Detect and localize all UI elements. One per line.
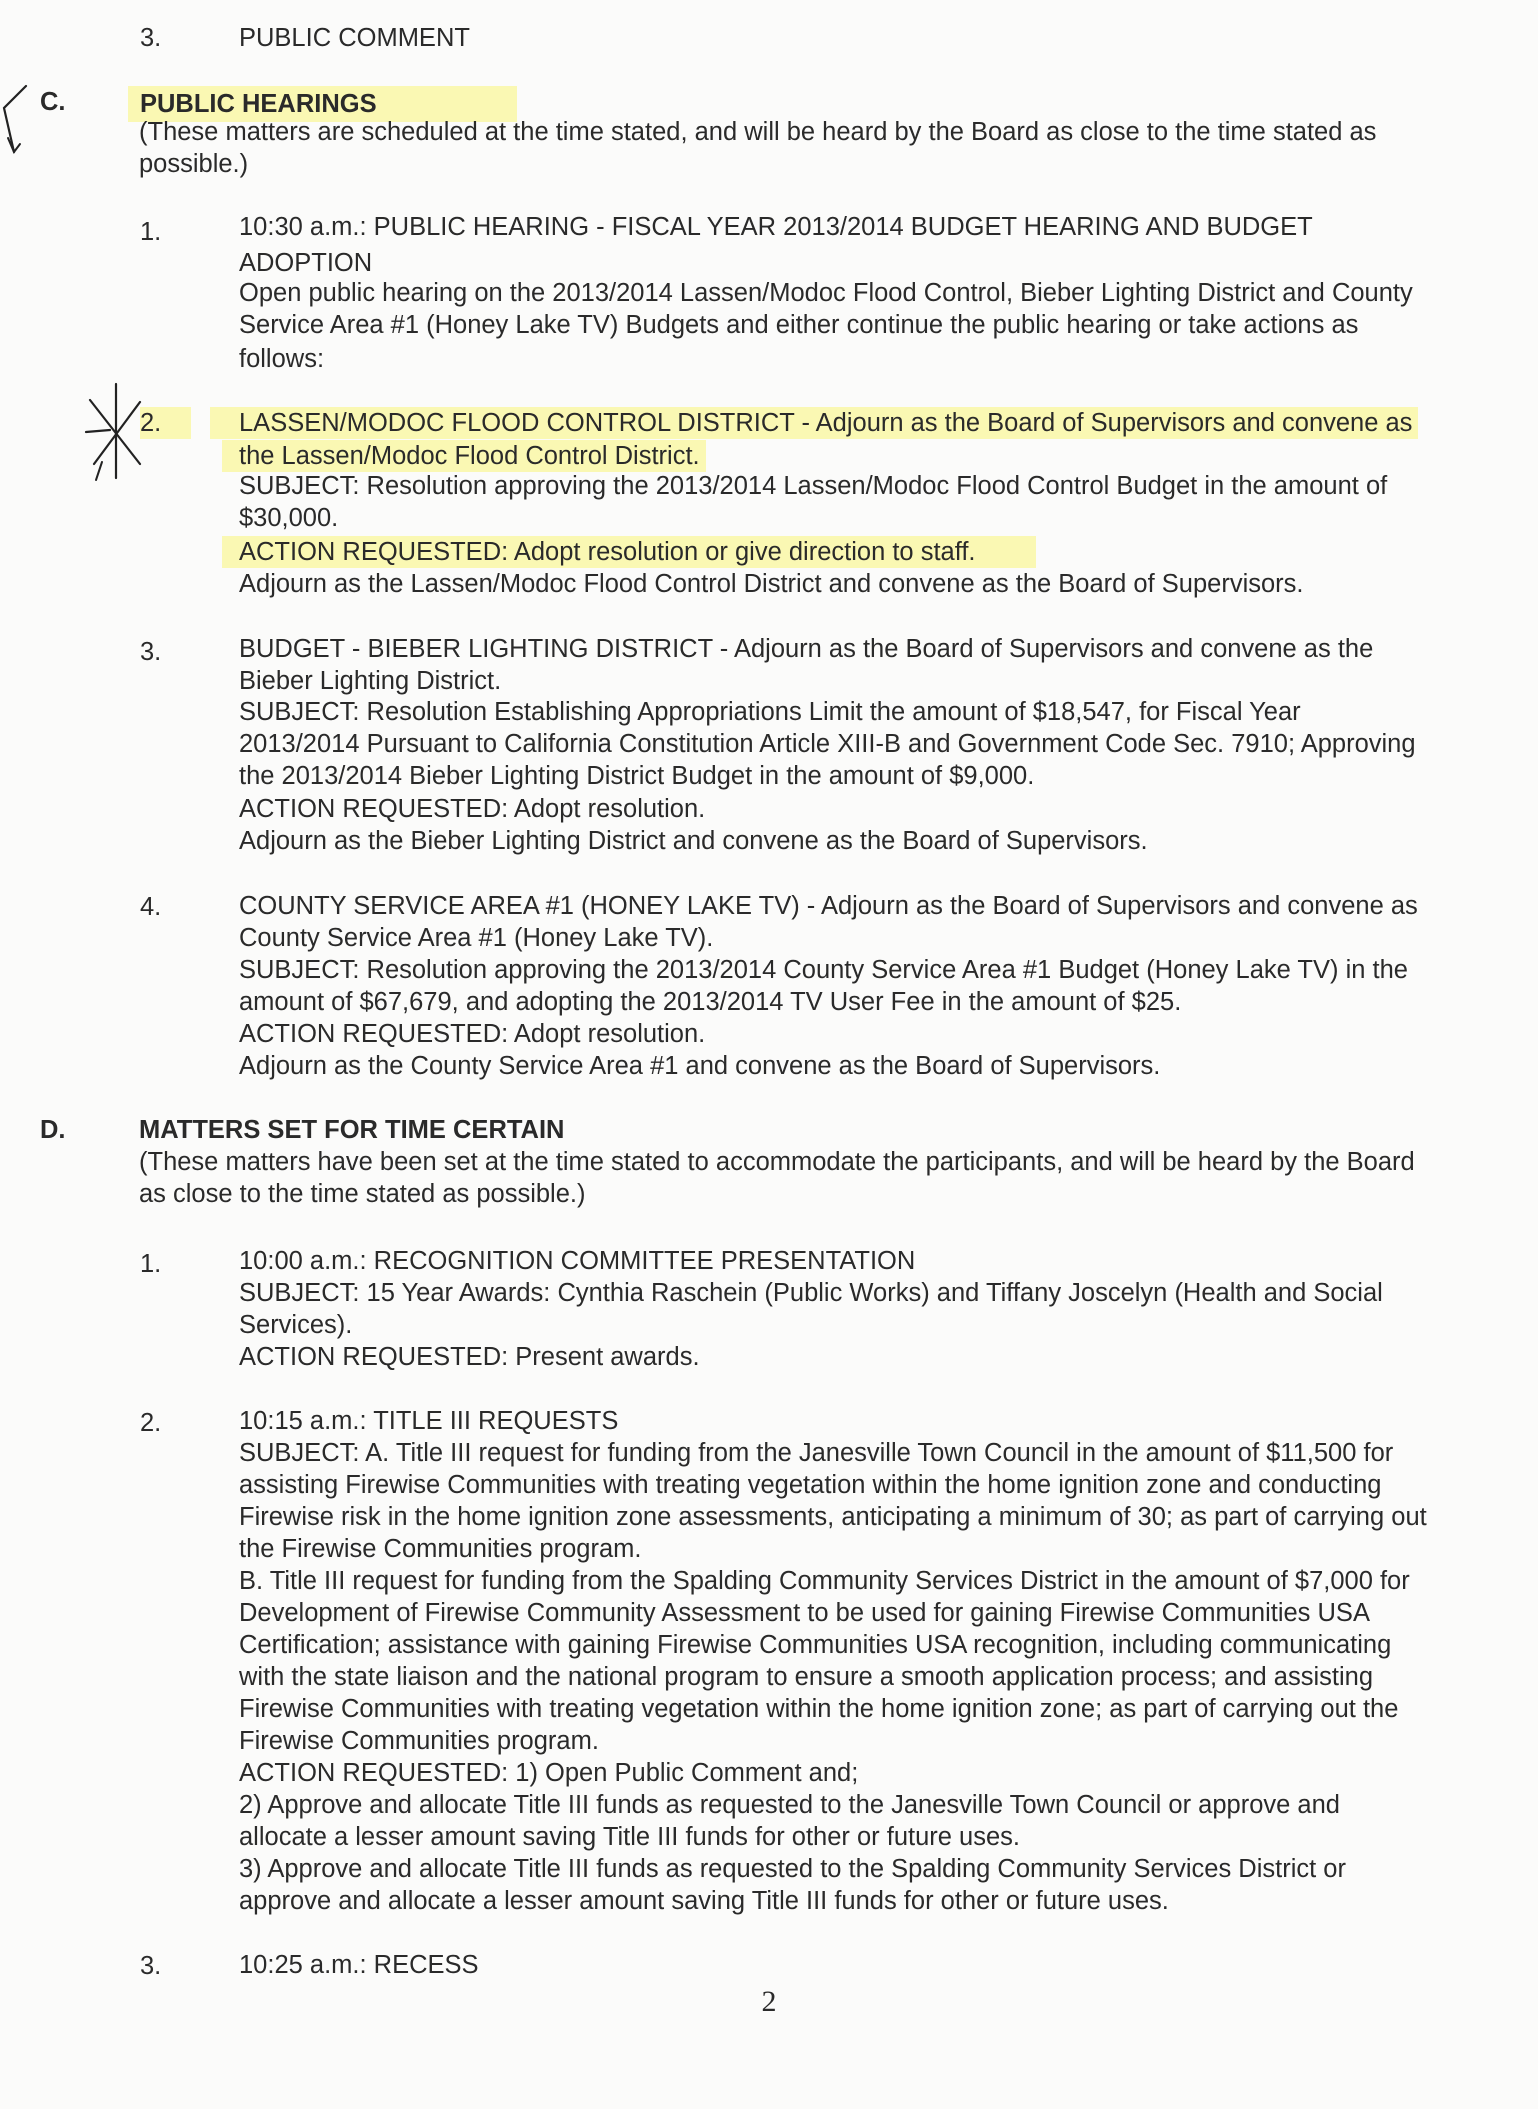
item-line: B. Title III request for funding from the Spalding Community Services District in the amount of $7,000 for	[239, 1567, 1410, 1595]
checkmark-annotation	[0, 82, 40, 162]
item-line: SUBJECT: Resolution approving the 2013/2014 County Service Area #1 Budget (Honey Lake TV) in the	[239, 956, 1408, 984]
item-line: Adjourn as the County Service Area #1 and convene as the Board of Supervisors.	[239, 1052, 1161, 1080]
item-line: COUNTY SERVICE AREA #1 (HONEY LAKE TV) - Adjourn as the Board of Supervisors and convene as	[239, 892, 1418, 920]
item-number: 2.	[140, 407, 191, 439]
section-intro-line: possible.)	[139, 150, 249, 178]
item-line: the Firewise Communities program.	[239, 1535, 642, 1563]
item-line: ADOPTION	[239, 249, 373, 277]
item-number: 1.	[140, 1250, 162, 1278]
item-line: with the state liaison and the national program to ensure a smooth application process; and assisting	[239, 1663, 1374, 1691]
section-title: PUBLIC HEARINGS	[128, 86, 517, 122]
item-line: Adjourn as the Lassen/Modoc Flood Control District and convene as the Board of Supervisors.	[239, 570, 1304, 598]
item-line: the 2013/2014 Bieber Lighting District Budget in the amount of $9,000.	[239, 762, 1035, 790]
item-number: 2.	[140, 1409, 162, 1437]
item-line: 3) Approve and allocate Title III funds as requested to the Spalding Community Services District or	[239, 1855, 1346, 1883]
item-line: LASSEN/MODOC FLOOD CONTROL DISTRICT - Adjourn as the Board of Supervisors and convene as	[210, 407, 1418, 439]
item-number: 3.	[140, 1952, 162, 1980]
item-line: 10:30 a.m.: PUBLIC HEARING - FISCAL YEAR 2013/2014 BUDGET HEARING AND BUDGET	[239, 213, 1313, 241]
item-line: allocate a lesser amount saving Title III funds for other or future uses.	[239, 1823, 1020, 1851]
item-line: assisting Firewise Communities with treating vegetation within the home ignition zone and conducting	[239, 1471, 1382, 1499]
item-line: $30,000.	[239, 504, 339, 532]
page-number: 2	[761, 1985, 777, 2018]
item-line: Adjourn as the Bieber Lighting District and convene as the Board of Supervisors.	[239, 827, 1148, 855]
section-letter: D.	[40, 1116, 66, 1144]
section-intro-line: as close to the time stated as possible.)	[139, 1180, 586, 1208]
section-intro-line: (These matters are scheduled at the time stated, and will be heard by the Board as close to the time stated as	[139, 118, 1377, 146]
item-title: PUBLIC COMMENT	[239, 24, 470, 52]
item-line: ACTION REQUESTED: Adopt resolution or give direction to staff.	[222, 536, 1036, 568]
item-line: 10:00 a.m.: RECOGNITION COMMITTEE PRESENTATION	[239, 1247, 916, 1275]
section-letter: C.	[40, 88, 66, 116]
section-intro-line: (These matters have been set at the time stated to accommodate the participants, and will be heard by the Board	[139, 1148, 1415, 1176]
item-line: BUDGET - BIEBER LIGHTING DISTRICT - Adjourn as the Board of Supervisors and convene as the	[239, 635, 1374, 663]
item-line: Firewise Communities with treating vegetation within the home ignition zone; as part of carrying out the	[239, 1695, 1399, 1723]
item-number: 3.	[140, 638, 162, 666]
item-line: SUBJECT: 15 Year Awards: Cynthia Raschein (Public Works) and Tiffany Joscelyn (Health and Social	[239, 1279, 1383, 1307]
item-line: Bieber Lighting District.	[239, 667, 502, 695]
item-line: ACTION REQUESTED: Present awards.	[239, 1343, 700, 1371]
item-line: Service Area #1 (Honey Lake TV) Budgets and either continue the public hearing or take actions as	[239, 311, 1359, 339]
item-line: Open public hearing on the 2013/2014 Lassen/Modoc Flood Control, Bieber Lighting District and County	[239, 279, 1413, 307]
item-line: follows:	[239, 345, 325, 373]
item-line: Firewise risk in the home ignition zone assessments, anticipating a minimum of 30; as part of carrying out	[239, 1503, 1427, 1531]
item-line: 10:25 a.m.: RECESS	[239, 1951, 479, 1979]
item-line: ACTION REQUESTED: 1) Open Public Comment and;	[239, 1759, 859, 1787]
item-line: 2013/2014 Pursuant to California Constitution Article XIII-B and Government Code Sec. 7910; Approving	[239, 730, 1416, 758]
section-title: MATTERS SET FOR TIME CERTAIN	[139, 1116, 565, 1144]
item-line: the Lassen/Modoc Flood Control District.	[222, 440, 706, 472]
item-number: 1.	[140, 218, 162, 246]
item-line: 2) Approve and allocate Title III funds as requested to the Janesville Town Council or approve and	[239, 1791, 1340, 1819]
item-line: ACTION REQUESTED: Adopt resolution.	[239, 1020, 706, 1048]
item-line: Services).	[239, 1311, 353, 1339]
item-line: Firewise Communities program.	[239, 1727, 599, 1755]
item-line: amount of $67,679, and adopting the 2013/2014 TV User Fee in the amount of $25.	[239, 988, 1182, 1016]
item-line: Certification; assistance with gaining Firewise Communities USA recognition, including communicating	[239, 1631, 1392, 1659]
item-line: SUBJECT: A. Title III request for funding from the Janesville Town Council in the amount of $11,500 for	[239, 1439, 1394, 1467]
item-number: 3.	[140, 24, 162, 52]
item-line: Development of Firewise Community Assessment to be used for gaining Firewise Communities USA	[239, 1599, 1370, 1627]
item-line: approve and allocate a lesser amount saving Title III funds for other or future uses.	[239, 1887, 1169, 1915]
item-line: ACTION REQUESTED: Adopt resolution.	[239, 795, 706, 823]
asterisk-annotation	[82, 380, 142, 484]
item-number: 4.	[140, 893, 162, 921]
item-line: 10:15 a.m.: TITLE III REQUESTS	[239, 1407, 619, 1435]
item-line: SUBJECT: Resolution approving the 2013/2014 Lassen/Modoc Flood Control Budget in the amount of	[239, 472, 1388, 500]
item-line: SUBJECT: Resolution Establishing Appropriations Limit the amount of $18,547, for Fiscal Year	[239, 698, 1301, 726]
item-line: County Service Area #1 (Honey Lake TV).	[239, 924, 714, 952]
